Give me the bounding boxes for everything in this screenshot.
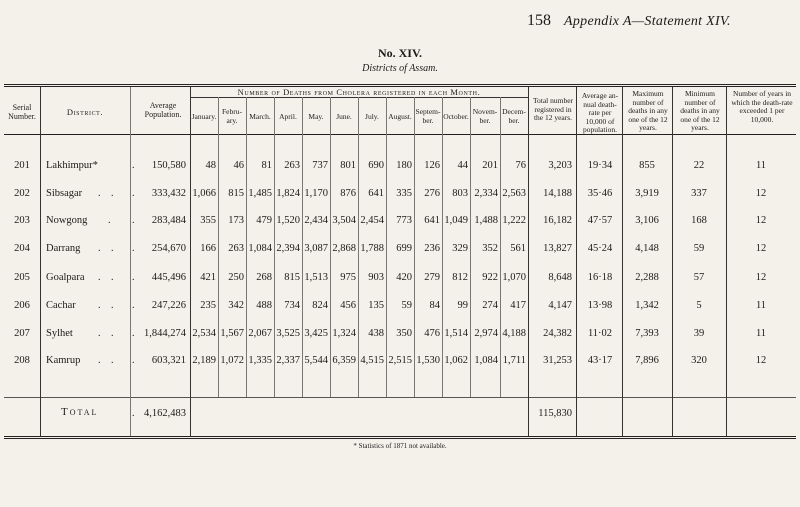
row-minimum: 168	[691, 215, 707, 226]
row-total: 8,648	[548, 272, 572, 283]
column-divider	[528, 87, 529, 436]
column-divider	[726, 87, 727, 436]
row-month-value: 263	[228, 243, 244, 254]
row-month-value: 1,222	[502, 215, 526, 226]
row-month-value: 1,530	[416, 355, 440, 366]
row-minimum: 39	[693, 328, 705, 339]
row-years-exceeded: 12	[755, 272, 767, 283]
row-month-value: 734	[284, 300, 300, 311]
row-month-value: 2,868	[332, 243, 356, 254]
leader-dot: .	[132, 160, 135, 171]
row-minimum: 22	[693, 160, 705, 171]
row-total: 31,253	[543, 355, 572, 366]
row-serial: 207	[14, 328, 30, 339]
row-population: 603,321	[151, 355, 186, 366]
row-month-value: 263	[284, 160, 300, 171]
row-minimum: 5	[696, 300, 702, 311]
header-bottom-rule	[4, 134, 796, 135]
header-minimum: Minimum number of deaths in any one of the 12 years.	[680, 89, 720, 132]
row-month-value: 44	[457, 160, 468, 171]
column-divider	[622, 87, 623, 436]
row-total: 16,182	[543, 215, 572, 226]
header-month: April.	[279, 112, 297, 121]
running-head: Appendix A—Statement XIV.	[564, 14, 731, 29]
row-month-value: 773	[396, 215, 412, 226]
row-minimum: 337	[691, 188, 707, 199]
row-month-value: 1,824	[276, 188, 300, 199]
leader-dots: .	[108, 215, 115, 226]
row-month-value: 420	[396, 272, 412, 283]
row-month-value: 1,049	[444, 215, 468, 226]
row-month-value: 2,974	[474, 328, 498, 339]
row-month-value: 1,062	[444, 355, 468, 366]
row-total: 24,382	[543, 328, 572, 339]
header-maximum: Maximum number of deaths in any one of the 12 years.	[628, 89, 668, 132]
leader-dots: . .	[98, 243, 118, 254]
row-month-value: 335	[396, 188, 412, 199]
header-months-span: Number of Deaths from Cholera registered in each Month.	[237, 87, 481, 97]
leader-dot: .	[132, 355, 135, 366]
row-month-value: 166	[200, 243, 216, 254]
header-month: Novem-ber.	[472, 107, 498, 125]
row-month-value: 2,067	[248, 328, 272, 339]
row-month-value: 236	[424, 243, 440, 254]
total-label: Total	[61, 406, 99, 418]
row-years-exceeded: 12	[755, 355, 767, 366]
row-month-value: 4,515	[360, 355, 384, 366]
row-month-value: 352	[482, 243, 498, 254]
row-month-value: 1,170	[304, 188, 328, 199]
row-maximum: 7,896	[635, 355, 659, 366]
row-month-value: 5,544	[304, 355, 328, 366]
header-month: January.	[191, 112, 217, 121]
row-average-rate: 43·17	[587, 355, 613, 366]
row-month-value: 1,335	[248, 355, 272, 366]
leader-dot: .	[132, 300, 135, 311]
row-month-value: 975	[340, 272, 356, 283]
row-total: 13,827	[543, 243, 572, 254]
row-total: 14,188	[543, 188, 572, 199]
row-average-rate: 47·57	[587, 215, 613, 226]
total-registered: 115,830	[538, 408, 572, 419]
row-maximum: 7,393	[635, 328, 659, 339]
row-month-value: 135	[368, 300, 384, 311]
row-years-exceeded: 12	[755, 215, 767, 226]
row-population: 150,580	[151, 160, 186, 171]
row-district: Kamrup	[46, 355, 81, 366]
row-month-value: 1,514	[444, 328, 468, 339]
row-district: Sibsagar	[46, 188, 83, 199]
leader-dot: .	[132, 272, 135, 283]
row-month-value: 3,504	[332, 215, 356, 226]
row-years-exceeded: 11	[755, 300, 767, 311]
row-month-value: 2,394	[276, 243, 300, 254]
row-month-value: 76	[515, 160, 526, 171]
row-month-value: 479	[256, 215, 272, 226]
row-maximum: 3,919	[635, 188, 659, 199]
row-month-value: 99	[457, 300, 468, 311]
row-month-value: 274	[482, 300, 498, 311]
table-subtitle: Districts of Assam.	[362, 63, 438, 74]
row-years-exceeded: 12	[755, 243, 767, 254]
header-month: October.	[443, 112, 469, 121]
row-total: 3,203	[548, 160, 572, 171]
row-average-rate: 19·34	[587, 160, 613, 171]
row-population: 333,432	[151, 188, 186, 199]
header-month: May.	[308, 112, 324, 121]
leader-dot: .	[132, 215, 135, 226]
row-month-value: 1,066	[192, 188, 216, 199]
row-month-value: 81	[261, 160, 272, 171]
row-total: 4,147	[548, 300, 572, 311]
row-minimum: 320	[691, 355, 707, 366]
row-average-rate: 11·02	[587, 328, 613, 339]
row-month-value: 279	[424, 272, 440, 283]
row-month-value: 1,513	[304, 272, 328, 283]
row-month-value: 737	[312, 160, 328, 171]
row-average-rate: 45·24	[587, 243, 613, 254]
row-month-value: 250	[228, 272, 244, 283]
row-district: Nowgong	[46, 215, 88, 226]
row-month-value: 59	[401, 300, 412, 311]
row-population: 1,844,274	[144, 328, 186, 339]
row-month-value: 1,324	[332, 328, 356, 339]
page-number: 158	[527, 12, 551, 29]
row-month-value: 824	[312, 300, 328, 311]
header-month: March.	[249, 112, 271, 121]
row-month-value: 342	[228, 300, 244, 311]
row-month-value: 812	[452, 272, 468, 283]
row-month-value: 2,189	[192, 355, 216, 366]
header-month: Septem-ber.	[415, 107, 441, 125]
column-divider	[576, 87, 577, 436]
row-month-value: 1,567	[220, 328, 244, 339]
row-maximum: 2,288	[635, 272, 659, 283]
header-average-population: Average Population.	[144, 101, 182, 119]
row-average-rate: 13·98	[587, 300, 613, 311]
row-month-value: 2,534	[192, 328, 216, 339]
row-maximum: 3,106	[635, 215, 659, 226]
footnote: * Statistics of 1871 not available.	[353, 442, 447, 450]
row-month-value: 456	[340, 300, 356, 311]
column-divider	[672, 87, 673, 436]
row-month-value: 561	[510, 243, 526, 254]
row-month-value: 488	[256, 300, 272, 311]
row-month-value: 1,072	[220, 355, 244, 366]
row-month-value: 690	[368, 160, 384, 171]
header-serial-number: Serial Number.	[8, 103, 36, 121]
row-minimum: 57	[693, 272, 705, 283]
leader-dots: . .	[98, 300, 118, 311]
leader-dots: . .	[98, 328, 118, 339]
row-maximum: 855	[639, 160, 655, 171]
row-serial: 208	[14, 355, 30, 366]
row-month-value: 476	[424, 328, 440, 339]
row-month-value: 1,070	[502, 272, 526, 283]
row-district: Goalpara	[46, 272, 85, 283]
row-years-exceeded: 11	[755, 160, 767, 171]
row-month-value: 1,488	[474, 215, 498, 226]
header-month: July.	[365, 112, 379, 121]
row-maximum: 1,342	[635, 300, 659, 311]
header-years-exceeded: Number of years in which the death-rate exceeded 1 per 10,000.	[731, 89, 793, 124]
row-maximum: 4,148	[635, 243, 659, 254]
column-divider	[40, 87, 41, 436]
row-month-value: 3,087	[304, 243, 328, 254]
row-month-value: 421	[200, 272, 216, 283]
row-month-value: 1,520	[276, 215, 300, 226]
row-month-value: 699	[396, 243, 412, 254]
row-month-value: 268	[256, 272, 272, 283]
leader-dots: . .	[98, 272, 118, 283]
row-month-value: 355	[200, 215, 216, 226]
row-month-value: 2,454	[360, 215, 384, 226]
row-month-value: 801	[340, 160, 356, 171]
leader-dot: .	[132, 328, 135, 339]
row-serial: 201	[14, 160, 30, 171]
row-month-value: 126	[424, 160, 440, 171]
column-divider	[130, 87, 131, 436]
row-average-rate: 16·18	[587, 272, 613, 283]
row-district: Lakhimpur*	[46, 160, 98, 171]
row-month-value: 173	[228, 215, 244, 226]
row-month-value: 329	[452, 243, 468, 254]
row-month-value: 876	[340, 188, 356, 199]
header-month: August.	[388, 112, 412, 121]
row-month-value: 46	[233, 160, 244, 171]
leader-dot: .	[132, 243, 135, 254]
row-month-value: 3,525	[276, 328, 300, 339]
row-month-value: 201	[482, 160, 498, 171]
header-total-registered: Total number registered in the 12 years.	[532, 96, 574, 122]
row-district: Sylhet	[46, 328, 73, 339]
row-month-value: 1,084	[474, 355, 498, 366]
row-month-value: 276	[424, 188, 440, 199]
row-serial: 202	[14, 188, 30, 199]
row-month-value: 417	[510, 300, 526, 311]
column-divider	[190, 87, 191, 436]
header-average-death-rate: Average an-nual death-rate per 10,000 of population.	[581, 91, 619, 134]
leader-dot: .	[132, 188, 135, 199]
row-month-value: 438	[368, 328, 384, 339]
header-month: Febru-ary.	[222, 107, 242, 125]
row-serial: 205	[14, 272, 30, 283]
row-serial: 203	[14, 215, 30, 226]
row-month-value: 2,337	[276, 355, 300, 366]
header-month: Decem-ber.	[502, 107, 526, 125]
row-minimum: 59	[693, 243, 705, 254]
row-month-value: 2,434	[304, 215, 328, 226]
row-month-value: 235	[200, 300, 216, 311]
row-month-value: 641	[368, 188, 384, 199]
row-month-value: 1,084	[248, 243, 272, 254]
row-month-value: 180	[396, 160, 412, 171]
row-month-value: 922	[482, 272, 498, 283]
row-month-value: 3,425	[304, 328, 328, 339]
leader-dots: . .	[98, 355, 118, 366]
row-month-value: 48	[205, 160, 216, 171]
header-district: District.	[66, 107, 104, 117]
row-month-value: 815	[284, 272, 300, 283]
row-district: Cachar	[46, 300, 76, 311]
row-population: 254,670	[151, 243, 186, 254]
row-month-value: 1,485	[248, 188, 272, 199]
row-years-exceeded: 11	[755, 328, 767, 339]
body-bottom-rule	[4, 397, 796, 398]
row-years-exceeded: 12	[755, 188, 767, 199]
header-month: June.	[336, 112, 352, 121]
row-serial: 204	[14, 243, 30, 254]
row-month-value: 1,788	[360, 243, 384, 254]
row-month-value: 803	[452, 188, 468, 199]
row-district: Darrang	[46, 243, 81, 254]
row-average-rate: 35·46	[587, 188, 613, 199]
row-serial: 206	[14, 300, 30, 311]
row-month-value: 4,188	[502, 328, 526, 339]
row-population: 445,496	[151, 272, 186, 283]
row-month-value: 2,334	[474, 188, 498, 199]
row-month-value: 2,515	[388, 355, 412, 366]
row-month-value: 1,711	[502, 355, 526, 366]
total-dot: .	[132, 408, 135, 419]
row-month-value: 641	[424, 215, 440, 226]
leader-dots: . .	[98, 188, 118, 199]
row-month-value: 84	[429, 300, 440, 311]
row-month-value: 815	[228, 188, 244, 199]
row-month-value: 350	[396, 328, 412, 339]
table-number: No. XIV.	[377, 46, 423, 60]
row-month-value: 6,359	[332, 355, 356, 366]
month-span-rule	[190, 97, 528, 98]
row-month-value: 2,563	[502, 188, 526, 199]
row-population: 247,226	[151, 300, 186, 311]
row-population: 283,484	[151, 215, 186, 226]
row-month-value: 903	[368, 272, 384, 283]
bottom-double-rule	[4, 436, 796, 439]
total-population: 4,162,483	[144, 408, 186, 419]
